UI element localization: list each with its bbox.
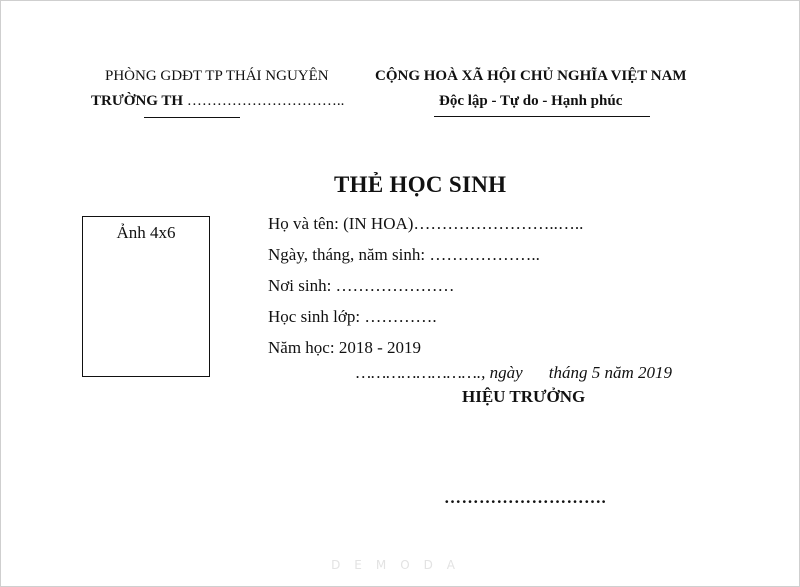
- school-label: TRƯỜNG TH: [91, 93, 187, 109]
- right-header-underline: [434, 116, 650, 117]
- date-month-year: tháng 5 năm 2019: [548, 363, 672, 382]
- signature-date-line: [356, 363, 672, 383]
- field-full-name: Họ và tên: (IN HOA)……………………..…..: [268, 214, 584, 233]
- date-place-day: ……………………., ngày: [356, 363, 523, 382]
- field-place-of-birth: Nơi sinh: …………………: [268, 276, 455, 295]
- national-motto: Độc lập - Tự do - Hạnh phúc: [439, 93, 623, 109]
- principal-title: HIỆU TRƯỞNG: [462, 387, 586, 406]
- department-name: PHÒNG GDĐT TP THÁI NGUYÊN: [105, 68, 329, 84]
- photo-label: Ảnh 4x6: [116, 223, 176, 242]
- field-school-year: Năm học: 2018 - 2019: [268, 338, 421, 357]
- national-title: CỘNG HOÀ XÃ HỘI CHỦ NGHĨA VIỆT NAM: [375, 68, 687, 84]
- card-title: THẺ HỌC SINH: [334, 172, 507, 197]
- principal-signature-dots: ……………………….: [444, 488, 607, 507]
- left-header-underline: [144, 117, 240, 118]
- field-class: Học sinh lớp: ………….: [268, 307, 437, 326]
- field-date-of-birth: Ngày, tháng, năm sinh: ………………..: [268, 245, 540, 264]
- school-name-dots: …………………………..: [186, 93, 345, 109]
- school-name-line: [91, 93, 344, 110]
- watermark: DEMODA: [331, 558, 469, 572]
- photo-placeholder-box: [82, 216, 210, 377]
